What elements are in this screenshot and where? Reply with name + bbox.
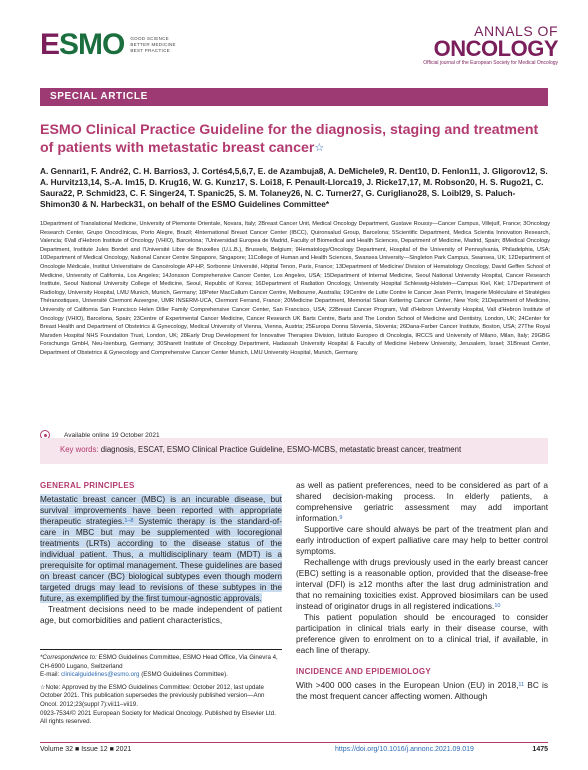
article-title — [40, 121, 550, 157]
section-banner — [40, 88, 548, 106]
correspondence: *Correspondence to: ESMO Guidelines Committee, ESMO Head Office, Via Ginevra 4, CH-6900 Lugano, Switzerland — [40, 654, 278, 670]
doi-link[interactable]: https://doi.org/10.1016/j.annonc.2021.09.019 — [335, 746, 474, 753]
page-footer — [40, 742, 548, 757]
approval-note: ☆Note: Approved by the ESMO Guidelines Committee: October 2012, last update October 2021. This publication supersedes the previously published version—Ann Oncol. 2012;23(suppl 7):vii11–vii19. — [40, 683, 265, 708]
journal-logo — [423, 24, 558, 66]
paragraph: With >400 000 cases in the European Union (EU) in 2018,11 BC is the most frequent cancer affecting women. Although — [296, 680, 548, 701]
section-heading-general-principles: GENERAL PRINCIPLES — [40, 481, 135, 490]
page-header — [0, 0, 588, 84]
paragraph: Treatment decisions need to be made independent of patient age, but comorbidities and patient characteristics, — [40, 604, 282, 625]
email-link[interactable]: clinicalguidelines@esmo.org — [60, 671, 140, 679]
footnotes — [40, 654, 282, 727]
right-column — [296, 480, 548, 702]
citation-link[interactable]: 10 — [494, 603, 501, 609]
esmo-logo — [40, 30, 176, 60]
paragraph: Supportive care should always be part of the treatment plan and early introduction of expert palliative care may help to better control symptoms. — [296, 524, 548, 556]
highlighted-text[interactable]: Metastatic breast cancer (MBC) is an incurable disease, but survival improvements have been reported with appropriate therapeutic strategies.$^{1-8}$ Systemic therapy is the standard-of-care in MBC but may be supplemented with locoregional treatments (LRTs) according to the disease status of the individual patient. Thus, a multidisciplinary team (MDT) is a prerequisite for optimal management. These guidelines are based on breast cancer (BC) biological subtypes even though modern targeted drugs may lead to revisions of these subtypes in the future, as exemplified by the first tumour-agnostic approvals. — [40, 494, 282, 603]
title-text: ESMO Clinical Practice Guideline for the diagnosis, staging and treatment of patients with metastatic breast cancer — [40, 122, 539, 156]
title-note-star[interactable]: ☆ — [314, 142, 325, 154]
paragraph: Rechallenge with drugs previously used in the early breast cancer (EBC) setting is a reasonable option, provided that the disease-free interval (DFI) is ≥12 months after the last drug administration and that no remaining toxicities exist. Approved biosimilars can be used instead of originator drugs in all registered indications.$^{10}$ — [296, 557, 548, 611]
esmo-tagline: GOOD SCIENCE BETTER MEDICINE BEST PRACTICE — [130, 36, 176, 53]
keywords-text: diagnosis, ESCAT, ESMO Clinical Practice Guideline, ESMO-MCBS, metastatic breast cancer, treatment — [100, 445, 462, 454]
volume-issue: Volume 32 ■ Issue 12 ■ 2021 — [40, 746, 132, 753]
page-number: 1475 — [532, 746, 548, 753]
left-column — [40, 480, 282, 626]
footnote-divider — [40, 649, 282, 650]
issn-copyright: 0923-7534/© 2021 European Society for Medical Oncology. Published by Elsevier Ltd. All rights reserved. — [40, 709, 276, 726]
paragraph — [40, 494, 282, 604]
citation-link[interactable]: 1–8 — [124, 518, 134, 524]
keywords-line — [60, 445, 461, 454]
section-heading-incidence: INCIDENCE AND EPIDEMIOLOGY — [296, 667, 432, 676]
keywords-box — [40, 438, 548, 464]
available-online-text: Available online 19 October 2021 — [64, 431, 160, 439]
paragraph: This patient population should be encouraged to consider participation in clinical trials early in their disease course, with preference given to enrolment on to a clinical trial, if available, in each line of therapy. — [296, 612, 548, 655]
paragraph: as well as patient preferences, need to be considered as part of a shared decision-making process. In elderly patients, a comprehensive geriatric assessment may add important information.$^9$ — [296, 480, 548, 523]
journal-tagline: Official journal of the European Society for Medical Oncology — [423, 60, 558, 66]
keywords-label: Key words: — [60, 445, 99, 454]
section-label: SPECIAL ARTICLE — [50, 91, 148, 102]
citation-link[interactable]: 9 — [339, 515, 343, 521]
citation-link[interactable]: 11 — [518, 682, 525, 688]
affiliations: 1Department of Translational Medicine, University of Piemonte Orientale, Novara, Italy; 2Breast Cancer Unit, Medical Oncology Department, Gustave Roussy—Cancer Campus, Villejuif, France; 3Oncology Research Center, Grupo Oncoclínicas, Porto Alegre, Brazil; 4International Breast Cancer Center (IBCC), Quironsalud Group, Barcelona; 5Scientific Department, Medica Scientia Innovation Research, Valencia; 6Vall d'Hebron Institute of Oncology (VHIO), Barcelona; 7Universidad Europea de Madrid, Faculty of Biomedical and Health Sciences, Department of Medicine, Madrid, Spain; 8Medical Oncology Department, Institute Jules Bordet and l'Université Libre de Bruxelles (U.L.B.), Brussels, Belgium; 9Hematology/Oncology Department, Hospital of the University of Pennsylvania, Philadelphia, USA; 10Department of Medical Oncology, National Cancer Centre Singapore, Singapore; 11College of Human and Health Sciences, Swansea University—Singleton Park Campus, Swansea, UK; 12Department of Oncologie Médicale, Institut Universitaire de Cancérologie AP-HP, Sorbonne Université, Hôpital Tenon, Paris, France; 13Department of Medicine/ Division of Hematology Oncology, David Geffen School of Medicine, University of California, Los Angeles; 14Jonsson Comprehensive Cancer Center, Los Angeles, USA; 15Department of Internal Medicine, Seoul National University Hospital, Cancer Research Institute, Seoul National University College of Medicine, Seoul, Republic of Korea; 16Department of Radiation Oncology, University Hospital Schleswig-Holstein—Campus Kiel, Kiel; 17Department of Radiology, University Hospital, LMU Munich, Munich, Germany; 18Peter MacCallum Cancer Centre, Melbourne, Australia; 19Centre de Lutte Contre le Cancer Jean Perrin, Imagerie Moléculaire et Stratégies Théranostiques, Université Clermont Auvergne, UMR INSERM-UCA, Clermont Ferrand, France; 20Medicine Department, Memorial Sloan Kettering Cancer Center, New York; 21Department of Medicine, University of California San Francisco Helen Diller Family Comprehensive Cancer Center, San Francisco, USA; 22Breast Cancer Program, Vall d'Hebron University Hospital, Vall d'Hebron Institute of Oncology (VHIO), Barcelona, Spain; 23Centre of Experimental Cancer Medicine, Cancer Research UK Barts Centre, Barts and The London School of Medicine and Dentistry, London, UK; 24Center for Breast Health and Department of Obstetrics & Gynecology, Medical University of Vienna, Vienna, Austria; 25Europa Donna Slovenia, Slovenia; 26Dana-Farber Cancer Institute, Boston, USA; 27The Royal Marsden Hospital NHS Foundation Trust, London, UK; 28Early Drug Development for Innovative Therapies Division, Istituto Europeo di Oncologia, IRCCS and University of Milano, Milan, Italy; 29GBG Forschungs GmbH, Neu-Isenburg, Germany; 30Sharett Institute of Oncology Department, Hadassah University Hospital & Faculty of Medicine Hebrew University, Jerusalem, Israel; 31Breast Center, Department of Obstetrics & Gynecology and Comprehensive Cancer Center Munich, LMU University Hospital, Munich, Germany — [40, 221, 550, 356]
journal-logo-main: ONCOLOGY — [433, 36, 558, 61]
email-line: E-mail: clinicalguidelines@esmo.org (ESMO Guidelines Committee). — [40, 671, 228, 679]
journal-logo-top: ANNALS OF — [474, 23, 558, 39]
author-list: A. Gennari1, F. André2, C. H. Barrios3, J. Cortés4,5,6,7, E. de Azambuja8, A. DeMichele9, R. Dent10, D. Fenlon11, J. Gligorov12, S. A. Hurvitz13,14, S.-A. Im15, D. Krug16, W. G. Kunz17, S. Loi18, F. Penault-Llorca19, J. Ricke17,17, M. Robson20, H. S. Rugo21, C. Saura22, P. Schmid23, C. F. Singer24, T. Spanic25, S. M. Tolaney26, N. C. Turner27, G. Curigliano28, S. Loibl29, S. Paluch-Shimon30 & N. Harbeck31, on behalf of the ESMO Guidelines Committee* — [40, 166, 548, 209]
esmo-logo-text: ESMO — [40, 28, 125, 61]
